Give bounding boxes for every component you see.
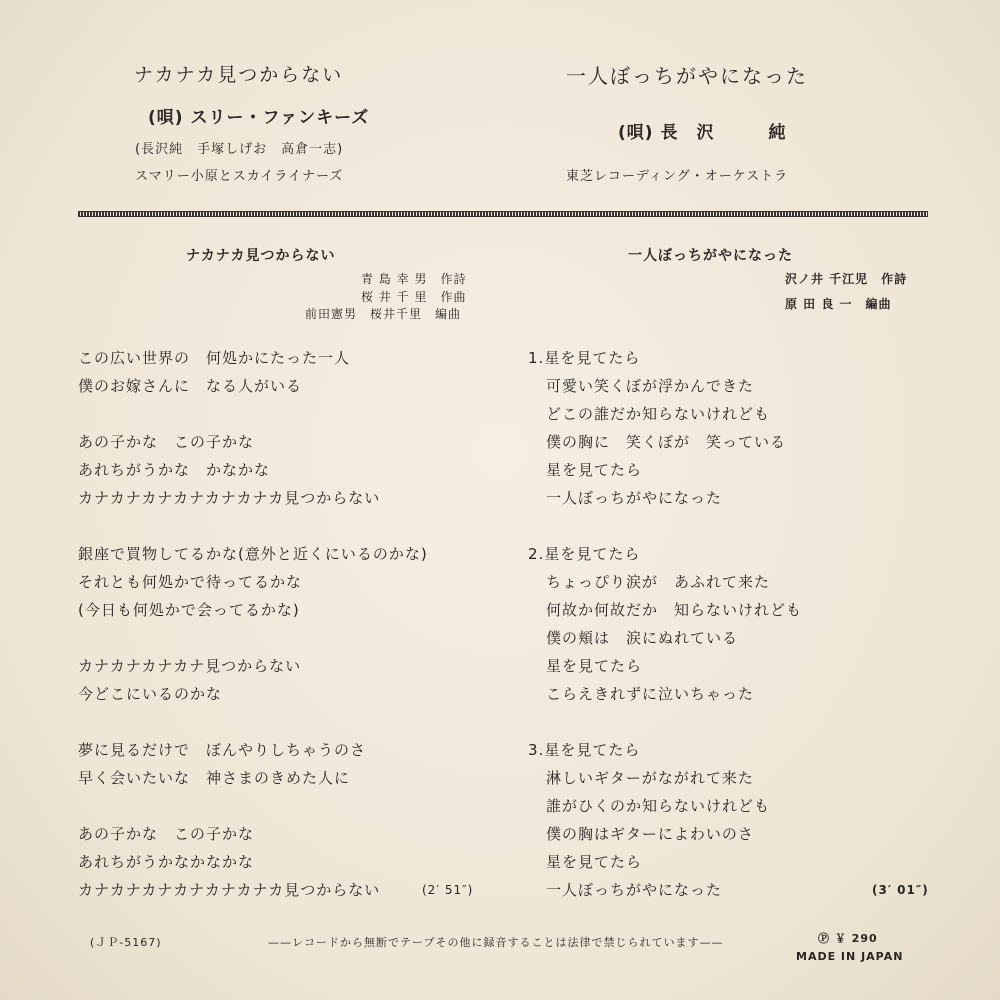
lyric-line: 星を見てたら <box>546 461 643 479</box>
lyric-line: 星を見てたら <box>546 853 643 871</box>
left-stanza-4 <box>78 652 301 708</box>
header-right-band: 東芝レコーディング・オーケストラ <box>566 169 789 184</box>
lyric-line: カナカナカナカナ見つからない <box>78 657 302 675</box>
lyric-line: 星を見てたら <box>546 657 643 675</box>
lyric-line: 淋しいギターがながれて来た <box>546 769 754 787</box>
lyric-line: カナカナカナカナカナカナカ見つからない <box>78 881 381 899</box>
copyright-notice: ——レコードから無断でテープその他に録音することは法律で禁じられています—— <box>268 936 724 949</box>
header-right-title: 一人ぼっちがやになった <box>566 64 808 88</box>
lyric-line: 夢に見るだけで ぼんやりしちゃうのさ <box>78 741 367 759</box>
lyric-line: 今どこにいるのかな <box>78 685 223 703</box>
lyric-line: 3.星を見てたら <box>528 741 641 759</box>
header-divider <box>78 211 928 217</box>
right-verse-2 <box>528 540 802 708</box>
verse-number: 2. <box>528 545 545 563</box>
verse-number: 3. <box>528 741 545 759</box>
right-verse-1 <box>528 344 786 512</box>
lyric-line: あの子かな この子かな <box>78 825 255 843</box>
lyric-line: 僕の胸はギターによわいのさ <box>546 825 754 843</box>
left-song-lyricist: 青 島 幸 男 作詩 <box>361 272 467 286</box>
left-song-arranger: 前田憲男 桜井千里 編曲 <box>305 307 462 321</box>
left-stanza-5 <box>78 736 366 792</box>
lyric-line: あれちがうかなかなかな <box>78 853 255 871</box>
lyric-line: 僕のお嫁さんに なる人がいる <box>78 377 303 395</box>
right-song-lyricist: 沢ノ井 千江児 作詩 <box>785 272 908 286</box>
right-song-arranger: 原 田 良 一 編曲 <box>785 297 892 311</box>
lyric-line: 銀座で買物してるかな(意外と近くにいるのかな) <box>78 545 428 563</box>
catalog-number: (ＪＰ-5167) <box>90 936 162 949</box>
made-in-japan: MADE IN JAPAN <box>796 950 904 963</box>
header-right-singer: (唄) 長 沢 純 <box>618 123 787 143</box>
lyric-line: 何故か何故だか 知らないけれども <box>546 601 803 619</box>
header-left-title: ナカナカ見つからない <box>134 64 344 86</box>
verse-number: 1. <box>528 349 545 367</box>
left-song-composer: 桜 井 千 里 作曲 <box>361 290 467 304</box>
lyric-line: それとも何処かで待ってるかな <box>78 573 303 591</box>
right-song-title: 一人ぼっちがやになった <box>628 248 793 264</box>
header-left-singer: (唄) スリー・ファンキーズ <box>148 108 370 128</box>
lyric-line: (今日も何処かで会ってるかな) <box>78 601 300 619</box>
lyric-line: 2.星を見てたら <box>528 545 641 563</box>
right-song-duration: (3′ 01″) <box>872 883 929 897</box>
lyric-line: どこの誰だか知らないけれども <box>546 405 771 423</box>
price: Ⓟ ￥ 290 <box>818 932 878 945</box>
left-song-duration: (2′ 51″) <box>422 883 474 897</box>
lyric-line: 僕の頬は 涙にぬれている <box>546 629 739 647</box>
header-left-band: スマリー小原とスカイライナーズ <box>135 169 344 184</box>
left-stanza-1 <box>78 344 350 400</box>
left-song-title: ナカナカ見つからない <box>186 248 336 264</box>
lyric-line: 一人ぼっちがやになった <box>546 489 723 507</box>
lyric-line: 可愛い笑くぼが浮かんできた <box>546 377 755 395</box>
header-left-members: (長沢純 手塚しげお 高倉一志) <box>135 142 344 157</box>
lyric-line: カナカナカナカナカナカナカ見つからない <box>78 489 381 507</box>
lyric-line: ちょっぴり涙が あふれて来た <box>546 573 771 591</box>
lyric-line: 一人ぼっちがやになった <box>546 881 723 899</box>
right-verse-3 <box>528 736 770 904</box>
lyric-line: あの子かな この子かな <box>78 433 255 451</box>
lyric-line: 1.星を見てたら <box>528 349 641 367</box>
left-stanza-6 <box>78 820 380 904</box>
lyric-line: 誰がひくのか知らないけれども <box>546 797 771 815</box>
lyric-line: 僕の胸に 笑くぼが 笑っている <box>546 433 787 451</box>
lyric-line: あれちがうかな かなかな <box>78 461 271 479</box>
left-stanza-3 <box>78 540 428 624</box>
lyric-line: こらえきれずに泣いちゃった <box>546 685 755 703</box>
lyric-line: この広い世界の 何処かにたった一人 <box>78 349 351 367</box>
left-stanza-2 <box>78 428 380 512</box>
lyric-line: 早く会いたいな 神さまのきめた人に <box>78 769 351 787</box>
